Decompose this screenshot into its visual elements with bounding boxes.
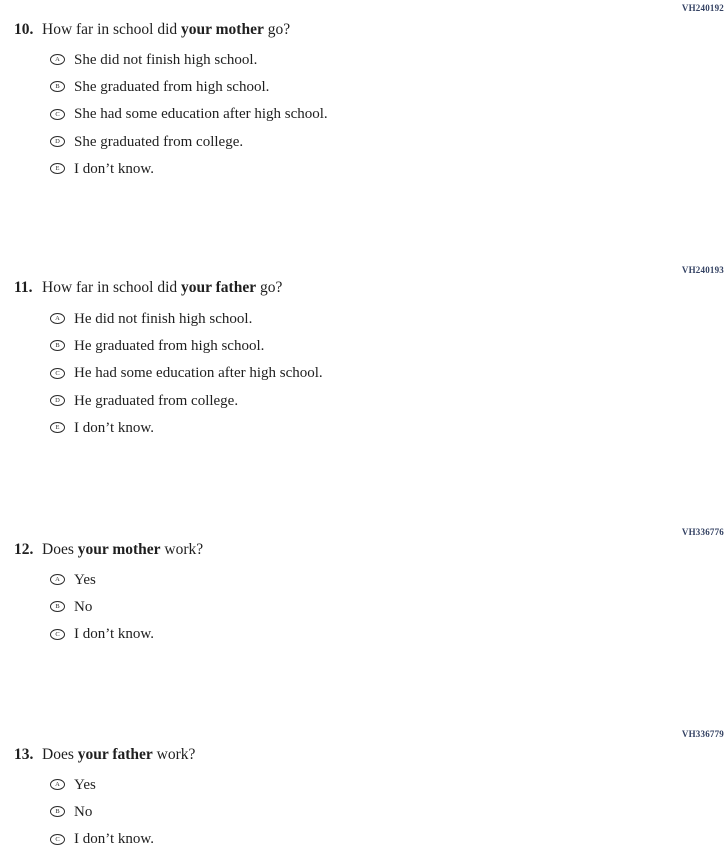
answer-options — [0, 305, 728, 441]
answer-bubble[interactable] — [50, 834, 65, 845]
bubble-letter: E — [55, 424, 60, 432]
answer-bubble[interactable] — [50, 81, 65, 92]
question-prompt-prefix: Does — [42, 541, 78, 558]
bubble-letter: C — [55, 630, 60, 638]
answer-bubble[interactable] — [50, 422, 65, 433]
question-title — [14, 279, 718, 297]
answer-bubble[interactable] — [50, 779, 65, 790]
bubble-letter: A — [55, 576, 60, 584]
answer-option-label: He had some education after high school. — [74, 365, 323, 382]
answer-bubble[interactable] — [50, 806, 65, 817]
answer-option[interactable] — [0, 305, 728, 332]
bubble-letter: B — [55, 808, 60, 816]
answer-option-label: He graduated from high school. — [74, 337, 265, 354]
answer-option-label: He graduated from college. — [74, 392, 239, 409]
answer-option[interactable] — [0, 332, 728, 359]
answer-option-label: Yes — [74, 776, 96, 793]
answer-option[interactable] — [0, 593, 728, 620]
answer-bubble[interactable] — [50, 368, 65, 379]
question-number: 13. — [14, 746, 34, 763]
answer-bubble[interactable] — [50, 340, 65, 351]
question-prompt-bold: your mother — [181, 21, 264, 38]
bubble-letter: A — [55, 315, 60, 323]
answer-option[interactable] — [0, 46, 728, 73]
answer-bubble[interactable] — [50, 574, 65, 585]
question-prompt-suffix: go? — [263, 21, 291, 38]
answer-option[interactable] — [0, 155, 728, 182]
answer-bubble[interactable] — [50, 54, 65, 65]
question-prompt-prefix: Does — [42, 746, 78, 763]
question-prompt-suffix: go? — [256, 279, 283, 296]
answer-option[interactable] — [0, 387, 728, 414]
answer-options — [0, 46, 728, 182]
question-prompt-suffix: work? — [160, 541, 204, 558]
answer-option[interactable] — [0, 621, 728, 648]
bubble-letter: C — [55, 835, 60, 843]
answer-option[interactable] — [0, 798, 728, 825]
question-title — [14, 21, 718, 39]
answer-option-label: She graduated from high school. — [74, 78, 270, 95]
question-prompt-suffix: work? — [152, 746, 196, 763]
question-prompt-prefix: How far in school did — [42, 21, 182, 38]
bubble-letter: E — [55, 165, 60, 173]
answer-option-label: I don’t know. — [74, 419, 154, 436]
bubble-letter: D — [55, 138, 60, 146]
answer-option[interactable] — [0, 73, 728, 100]
answer-options — [0, 566, 728, 648]
answer-option-label: No — [74, 803, 93, 820]
answer-bubble[interactable] — [50, 109, 65, 120]
question-prompt-bold: your father — [77, 746, 153, 763]
question-number: 12. — [14, 541, 34, 558]
bubble-letter: B — [55, 83, 60, 91]
answer-option-label: No — [74, 598, 93, 615]
answer-bubble[interactable] — [50, 395, 65, 406]
answer-bubble[interactable] — [50, 163, 65, 174]
answer-option[interactable] — [0, 566, 728, 593]
answer-option[interactable] — [0, 826, 728, 853]
answer-option-label: I don’t know. — [74, 831, 154, 848]
bubble-letter: B — [55, 342, 60, 350]
answer-option-label: She had some education after high school. — [74, 106, 328, 123]
question-prompt-prefix: How far in school did — [42, 279, 182, 296]
item-code: VH240192 — [681, 3, 724, 13]
answer-option-label: She graduated from college. — [74, 133, 244, 150]
question-prompt-bold: your father — [181, 279, 257, 296]
bubble-letter: C — [55, 369, 60, 377]
answer-bubble[interactable] — [50, 629, 65, 640]
answer-option[interactable] — [0, 414, 728, 441]
question-number: 11. — [14, 279, 33, 296]
answer-option[interactable] — [0, 360, 728, 387]
question-title — [14, 746, 718, 764]
question-prompt-bold: your mother — [77, 541, 161, 558]
answer-option[interactable] — [0, 128, 728, 155]
answer-option-label: I don’t know. — [74, 160, 154, 177]
bubble-letter: A — [55, 56, 60, 64]
item-code: VH336779 — [681, 729, 724, 739]
question-number: 10. — [14, 21, 34, 38]
bubble-letter: B — [55, 603, 60, 611]
answer-bubble[interactable] — [50, 313, 65, 324]
answer-option-label: She did not finish high school. — [74, 51, 258, 68]
item-code: VH240193 — [681, 265, 724, 275]
question-title — [14, 541, 718, 559]
answer-bubble[interactable] — [50, 136, 65, 147]
answer-option[interactable] — [0, 101, 728, 128]
answer-option-label: He did not finish high school. — [74, 310, 253, 327]
bubble-letter: A — [55, 781, 60, 789]
bubble-letter: C — [55, 110, 60, 118]
answer-bubble[interactable] — [50, 601, 65, 612]
answer-option-label: Yes — [74, 571, 96, 588]
bubble-letter: D — [55, 397, 60, 405]
answer-option-label: I don’t know. — [74, 626, 154, 643]
answer-options — [0, 771, 728, 853]
item-code: VH336776 — [681, 527, 724, 537]
answer-option[interactable] — [0, 771, 728, 798]
